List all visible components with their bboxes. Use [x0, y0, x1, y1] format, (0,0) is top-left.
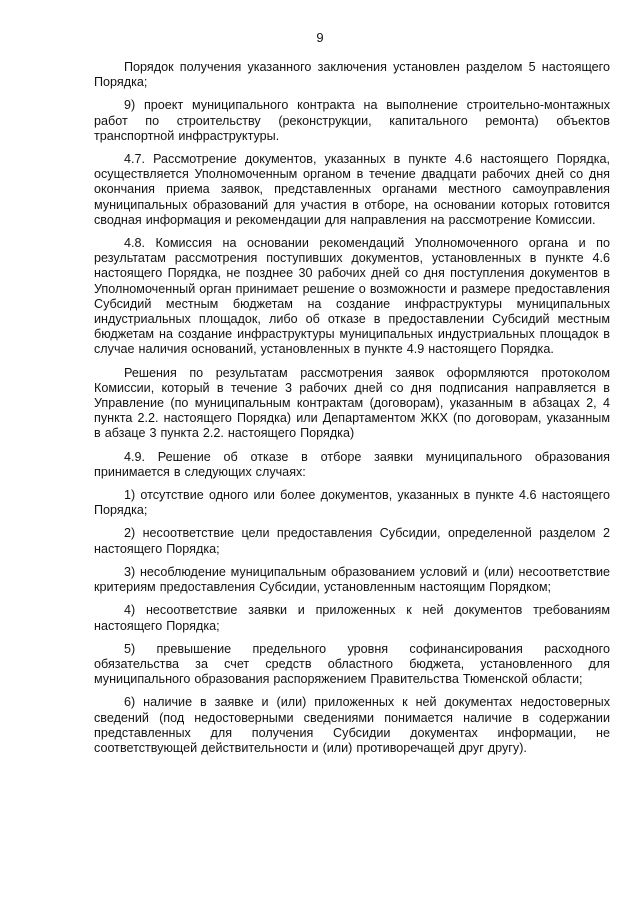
- paragraph-item-9-contract-draft: 9) проект муниципального контракта на выполнение строительно-монтажных работ по строительству (реконструкции, капитального ремонта) объектов транспортной инфраструктуры.: [94, 98, 610, 143]
- paragraph-4-9-refusal-grounds: 4.9. Решение об отказе в отборе заявки муниципального образования принимается в следующих случаях:: [94, 449, 610, 479]
- paragraph-4-7-document-review: 4.7. Рассмотрение документов, указанных в пункте 4.6 настоящего Порядка, осуществляется Уполномоченным органом в течение двадцати рабочих дней со дня окончания приема заявок, представленных органами местного самоуправления муниципальных образований для участия в отборе, на основании которых готовится сводная информация и рекомендации для направления на рассмотрение Комиссии.: [94, 152, 610, 227]
- page-number: 9: [316, 30, 324, 45]
- list-item-2-purpose-mismatch: 2) несоответствие цели предоставления Субсидии, определенной разделом 2 настоящего Порядка;: [94, 526, 610, 556]
- list-item-1-missing-documents: 1) отсутствие одного или более документов, указанных в пункте 4.6 настоящего Порядка;: [94, 488, 610, 518]
- paragraph-decisions-protocol: Решения по результатам рассмотрения заявок оформляются протоколом Комиссии, который в течение 3 рабочих дней со дня подписания направляется в Управление (по муниципальным контрактам (договорам), указанным в абзацах 2, 4 пункта 2.2. настоящего Порядка) или Департаментом ЖКХ (по договорам, указанным в абзаце 3 пункта 2.2. настоящего Порядка): [94, 365, 610, 441]
- document-body: [94, 60, 610, 764]
- list-item-4-application-noncompliance: 4) несоответствие заявки и приложенных к ней документов требованиям настоящего Порядка;: [94, 603, 610, 633]
- list-item-5-cofinancing-excess: 5) превышение предельного уровня софинансирования расходного обязательства за счет средств областного бюджета, установленного для муниципального образования распоряжением Правительства Тюменской области;: [94, 641, 610, 687]
- paragraph-4-8-commission-decision: 4.8. Комиссия на основании рекомендаций Уполномоченного органа и по результатам рассмотрения поступивших документов, установленных в пункте 4.6 настоящего Порядка, не позднее 30 рабочих дней со дня поступления документов в Уполномоченный орган принимает решение о возможности и размере предоставления Субсидий местным бюджетам на создание инфраструктуры муниципальных индустриальных площадок, либо об отказе в предоставлении Субсидий местным бюджетам на создание инфраструктуры муниципальных индустриальных площадок в случае наличия оснований, установленных в пункте 4.9 настоящего Порядка.: [94, 236, 610, 357]
- paragraph-order-reference: Порядок получения указанного заключения установлен разделом 5 настоящего Порядка;: [94, 60, 610, 90]
- list-item-6-unreliable-information: 6) наличие в заявке и (или) приложенных к ней документах недостоверных сведений (под недостоверными сведениями понимается наличие в содержании представленных для получения Субсидии документах информации, не соответствующей действительности и (или) противоречащей друг другу).: [94, 695, 610, 755]
- list-item-3-conditions-noncompliance: 3) несоблюдение муниципальным образованием условий и (или) несоответствие критериям предоставления Субсидии, установленным настоящим Порядком;: [94, 564, 610, 595]
